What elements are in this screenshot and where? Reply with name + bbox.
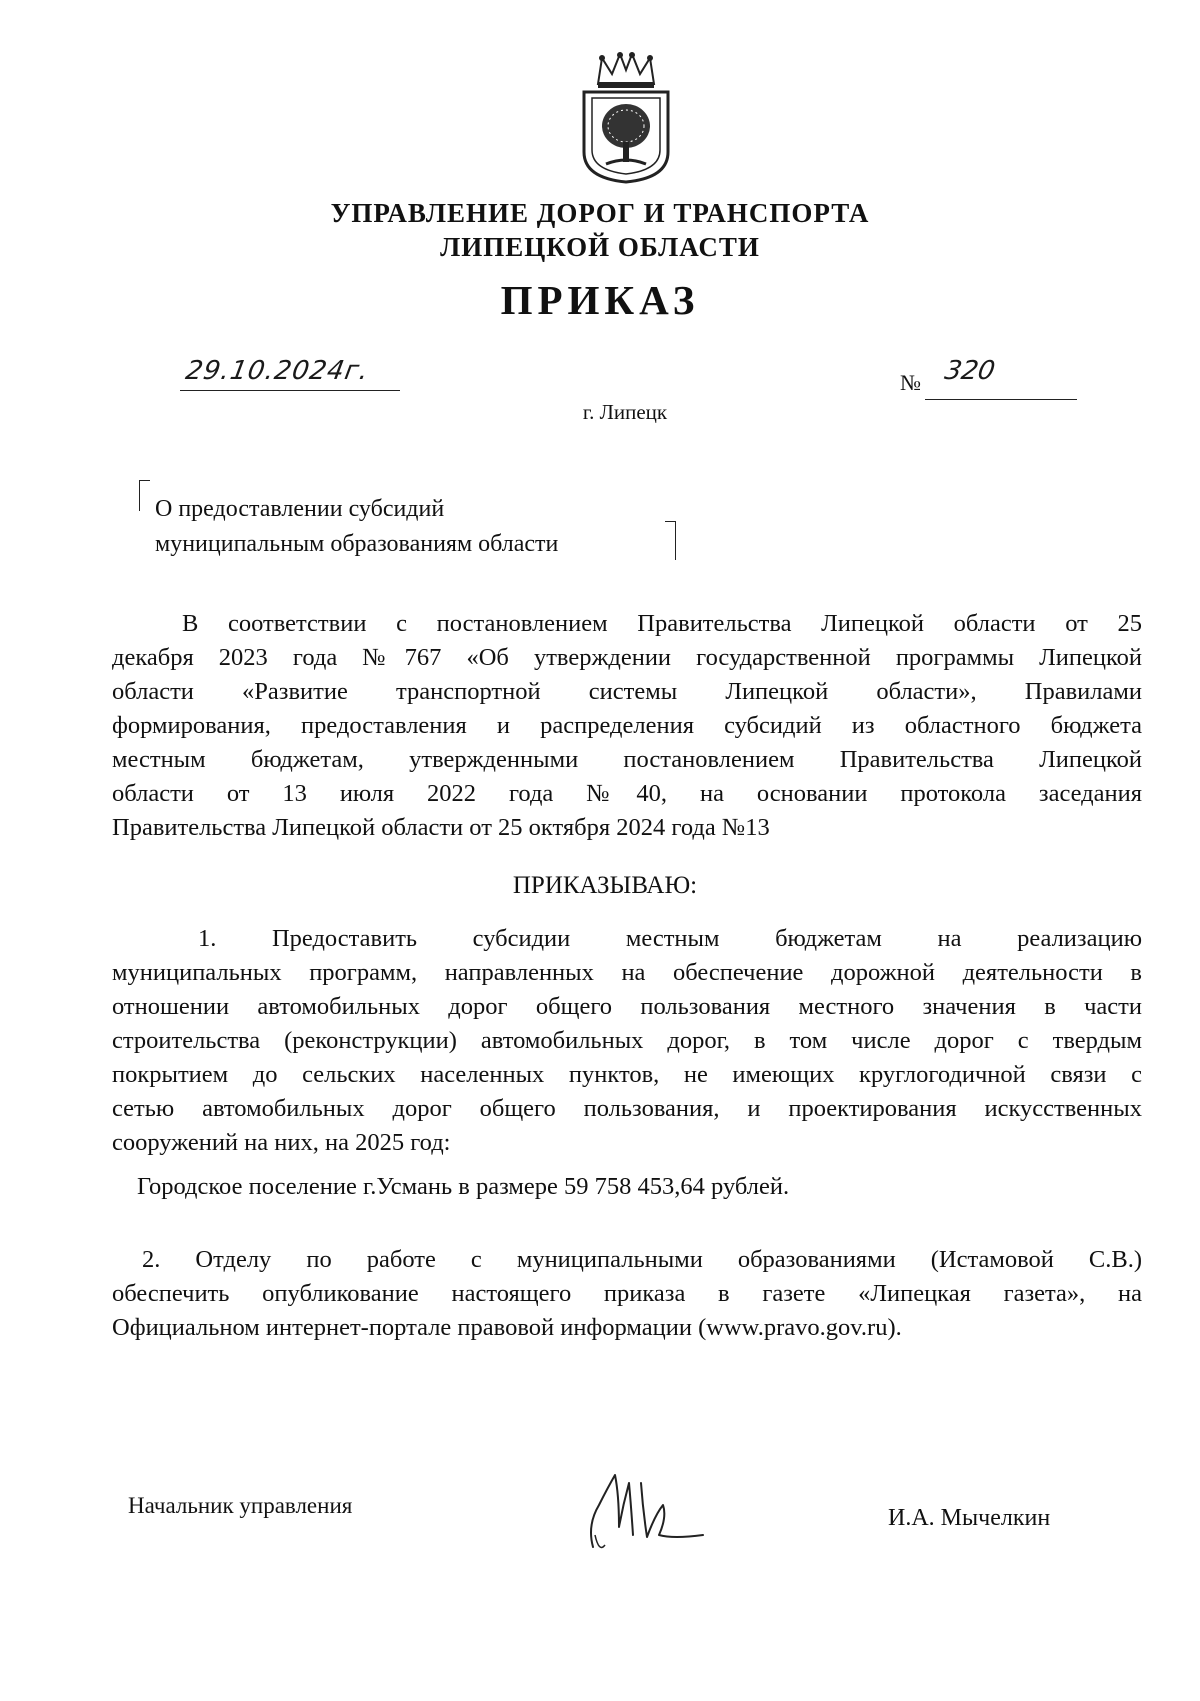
organization-name-line1: УПРАВЛЕНИЕ ДОРОГ И ТРАНСПОРТА — [330, 198, 870, 228]
handwritten-signature — [585, 1465, 710, 1560]
document-type-title: ПРИКАЗ — [500, 277, 700, 323]
preamble-line: В соответствии с постановлением Правительства Липецкой области от 25 — [182, 610, 1142, 637]
item-1-line: покрытием до сельских населенных пунктов, не имеющих круглогодичной связи с — [112, 1061, 1142, 1088]
item-1-line: строительства (реконструкции) автомобильных дорог, в том числе дорог с твердым — [112, 1027, 1142, 1054]
preamble-line: местным бюджетам, утвержденными постановлением Правительства Липецкой — [112, 746, 1142, 773]
subject-line: муниципальным образованиям области — [155, 531, 559, 557]
item-1-paragraph — [112, 922, 1142, 1160]
subsidy-amount-line: Городское поселение г.Усмань в размере 59 758 453,64 рублей. — [137, 1173, 790, 1200]
item-2-line: обеспечить опубликование настоящего приказа в газете «Липецкая газета», на — [112, 1280, 1142, 1307]
item-1-line: отношении автомобильных дорог общего пользования местного значения в части — [112, 993, 1142, 1020]
preamble-line: формирования, предоставления и распределения субсидий из областного бюджета — [112, 712, 1142, 739]
document-date: 29.10.2024г. — [183, 356, 372, 386]
date-underline — [180, 390, 400, 391]
signatory-name: И.А. Мычелкин — [888, 1505, 1051, 1531]
signatory-position: Начальник управления — [128, 1493, 353, 1518]
item-1-line: 1. Предоставить субсидии местным бюджетам на реализацию — [198, 925, 1142, 952]
item-2-line: 2. Отделу по работе с муниципальными образованиями (Истамовой С.В.) — [142, 1246, 1142, 1273]
item-1-line: сооружений на них, на 2025 год: — [112, 1129, 451, 1156]
document-subject — [155, 492, 558, 562]
preamble-line: области от 13 июля 2022 года №40, на основании протокола заседания — [112, 780, 1142, 807]
organization-name-line2: ЛИПЕЦКОЙ ОБЛАСТИ — [440, 232, 760, 262]
item-2-paragraph — [112, 1243, 1142, 1345]
preamble-line: области «Развитие транспортной системы Липецкой области», Правилами — [112, 678, 1142, 705]
subject-bracket-left — [139, 480, 150, 511]
subject-line: О предоставлении субсидий — [155, 496, 445, 522]
preamble-line: декабря 2023 года №767 «Об утверждении государственной программы Липецкой — [112, 644, 1142, 671]
subject-bracket-right — [665, 521, 676, 560]
item-1-line: муниципальных программ, направленных на обеспечение дорожной деятельности в — [112, 959, 1142, 986]
coat-of-arms-icon — [580, 52, 672, 184]
item-1-line: сетью автомобильных дорог общего пользования, и проектирования искусственных — [112, 1095, 1142, 1122]
decree-word: ПРИКАЗЫВАЮ: — [512, 872, 698, 899]
document-number: 320 — [942, 356, 998, 386]
number-label: № — [900, 370, 921, 395]
document-city: г. Липецк — [582, 400, 668, 424]
preamble-line: Правительства Липецкой области от 25 октября 2024 года №13 — [112, 814, 770, 841]
preamble-paragraph — [112, 607, 1142, 845]
item-2-line: Официальном интернет-портале правовой информации (www.pravo.gov.ru). — [112, 1314, 902, 1341]
